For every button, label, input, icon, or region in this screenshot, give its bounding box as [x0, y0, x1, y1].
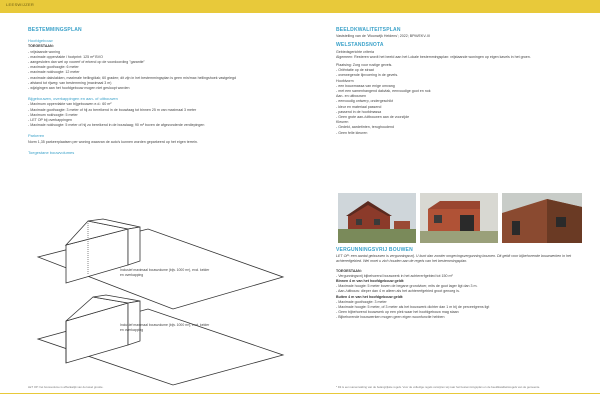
list-item: - passend in de hoofdmassa — [336, 109, 382, 114]
bijgebouwen-heading: Bijgebouwen, overkappingen en aan- of uitbouwen — [28, 96, 118, 102]
hoofdgebouw-list — [28, 50, 290, 92]
diagram-caption-1: Inclusief maximaal bouwvolume (bijv. 1000 m³), excl. kelder en overkapping — [120, 268, 210, 277]
list-item: - Maximale goothoogte: 3 meter of hij zo bereikend in de bouwlaag tot binnen 25 m van maximaal 3 meter — [28, 107, 197, 112]
right-footnote: * Dit is een samenvatting van de belangrijkste regels. Voor de volledige regels verwijzen wij naar het bestemmingsplan en de beeldkwaliteitsregels van de gemeente. — [336, 385, 541, 389]
list-item: - overwegende lijnvoering in de gevels. — [336, 73, 399, 78]
list-item: Kleuren — [336, 120, 349, 125]
list-item: - Aan-/uitbouw: dieper dan 4 m alleen als het achtererfgebied groot genoeg is. — [336, 289, 460, 294]
list-item: - vrijstaande woning — [28, 49, 60, 54]
list-item: - wijzigingen aan het hoofdgebouw mogen niet gesloopt worden — [28, 86, 130, 91]
beeldkwaliteit-subtitle: Vaststelling van de 'Woonwijk Heldens'; 2022; BPM/EKV-III — [336, 34, 430, 39]
list-item: - Maximale nokhoogte: 5 meter of hij zo bereikend in de bouwlaag; 90 m² boven de afgezonderde verdiepingen — [28, 123, 205, 128]
right-column — [336, 28, 582, 136]
list-item: - Oriëntatie op de straat — [336, 68, 374, 73]
list-item: - maximale nokhoogte: 12 meter — [28, 70, 80, 75]
bijgebouwen-list — [28, 102, 290, 128]
list-item: - Maximum oppervlakte van bijgebouwen e.d.: 60 m² — [28, 102, 112, 107]
vergunningsvrij-section — [336, 248, 582, 321]
list-item: - Gedekt, aardetinten, terughoudend — [336, 125, 394, 130]
list-item: - Geen grote aan-/uitbouwen aan de voorzijde — [336, 115, 410, 120]
list-item: - Maximum nokhoogte: 5 meter — [28, 112, 78, 117]
list-item: Gebiedsgerichte criteria — [336, 49, 374, 54]
list-item: - maximale oppervlakte / footprint: 125 m² BVO — [28, 54, 103, 59]
list-item: - aangesloten dan wel op voorerf of erkend op de voordoording "garantie" — [28, 60, 145, 65]
hoofdgebouw-heading: Hoofdgebouw — [28, 38, 53, 44]
toegestaan-right-label: TOEGESTAAN: — [336, 268, 362, 273]
vergunningsvrij-list — [336, 274, 582, 321]
list-item: Binnen 4 m van het hoofdgebouw geldt: — [336, 279, 405, 284]
list-item: Aan- en uitbouwen — [336, 94, 366, 99]
list-item: - maximale goothoogte: 6 meter — [28, 65, 79, 70]
list-item: - maximale dakvlakken, maximale helling/dak; 60 graden; dit zijn in het bestemmingsplan is geen min/max hellingshoek vastgelegd — [28, 75, 236, 80]
left-footnote: LET OP: het bouwvolume is afhankelijk van de kavel grootte. — [28, 385, 104, 389]
list-item: Buiten 4 m van het hoofdgebouw geldt: — [336, 294, 404, 299]
diagram-caption-2: Inclusief maximaal bouwvolume (bijv. 1000 m³), excl. kelder en overkapping — [120, 323, 210, 332]
bottom-bar — [0, 393, 600, 394]
reference-photos — [338, 193, 582, 243]
list-item: - met een samenhangend dakvlak, eenvoudige goot en nok — [336, 89, 431, 94]
list-item: - LET OP bij overkappingen — [28, 118, 73, 123]
house1-front — [128, 227, 140, 265]
building-volume-diagram — [28, 217, 290, 387]
list-item: - kleur en materiaal passend — [336, 104, 382, 109]
vergunningsvrij-text: LET OP: een aantal gebouwen is vergunningsvrij. U kunt dan zonder omgevingsvergunning bouwen. Dit geldt voor bijbehorende bouwwerken in het achtererfgebied. Wel moet u zich houden aan de regels van het bestemmingsplan. — [336, 254, 571, 264]
brick-facade-photo — [502, 193, 582, 243]
list-item: - een bouwmassa van enige omvang — [336, 83, 395, 88]
list-item: - eenvoudig ontwerp, ondergeschikt — [336, 99, 393, 104]
bestemmingsplan-title: BESTEMMINGSPLAN — [28, 27, 82, 33]
welstandsnota-title: WELSTANDSNOTA — [336, 42, 384, 49]
top-bar — [0, 0, 600, 13]
left-column — [28, 28, 290, 156]
diagram-heading: Toegestane bouwvolumes — [28, 149, 75, 155]
list-item: - afstand tot rijweg: van bestemming (maximaal 3 m) — [28, 80, 112, 85]
parkeren-heading: Parkeren — [28, 133, 45, 139]
parkeren-text: Norm 1,35 parkeerplaatsen per woning waarvan de auto's kunnen worden geparkeerd op het eigen terrein. — [28, 139, 198, 144]
vergunningsvrij-title: VERGUNNINGSVRIJ BOUWEN — [336, 247, 413, 253]
house-outline-icon — [38, 219, 283, 385]
list-item: Plaatsing: Zorg voor rustige gevels. — [336, 63, 393, 68]
list-item: - Maximale hoogte: 5 meter, of 3 meter als het bouwwerk dichter dan 1 m bij de perceelgrens ligt — [336, 305, 490, 310]
list-item: - Vergunningsvrij bijbehorend bouwwerk in het achtererfgebied tot 150 m² — [336, 273, 453, 278]
list-item: - Geen felle kleuren — [336, 130, 368, 135]
list-item: - Maximale hoogte: 5 meter boven de begane grondvloer, mits de goot lager ligt dan 3 m. — [336, 284, 478, 289]
top-bar-tab: LEESWIJZER — [6, 2, 35, 7]
beeldkwaliteitsplan-title: BEELDKWALITEITSPLAN — [336, 27, 401, 33]
modern-brick-house-photo — [420, 193, 498, 243]
list-item: Hoofdvorm — [336, 78, 354, 83]
list-item: - Maximale goothoogte: 3 meter — [336, 299, 387, 304]
list-item: - Bijbehorende bouwwerken mogen geen eigen woonfunctie hebben — [336, 315, 445, 320]
welstand-list — [336, 50, 582, 136]
brick-house-photo — [338, 193, 416, 243]
list-item: Algemeen: Resteren wordt het beeld aan het Lokale bestemmingsplan: vrijstaande woningen op eigen kavels in het groen. — [336, 54, 531, 59]
list-item: - Geen bijbehorend bouwwerk op een plek waar het hoofdgebouw mag staan — [336, 310, 459, 315]
toegestaan-label: TOEGESTAAN: — [28, 44, 54, 49]
